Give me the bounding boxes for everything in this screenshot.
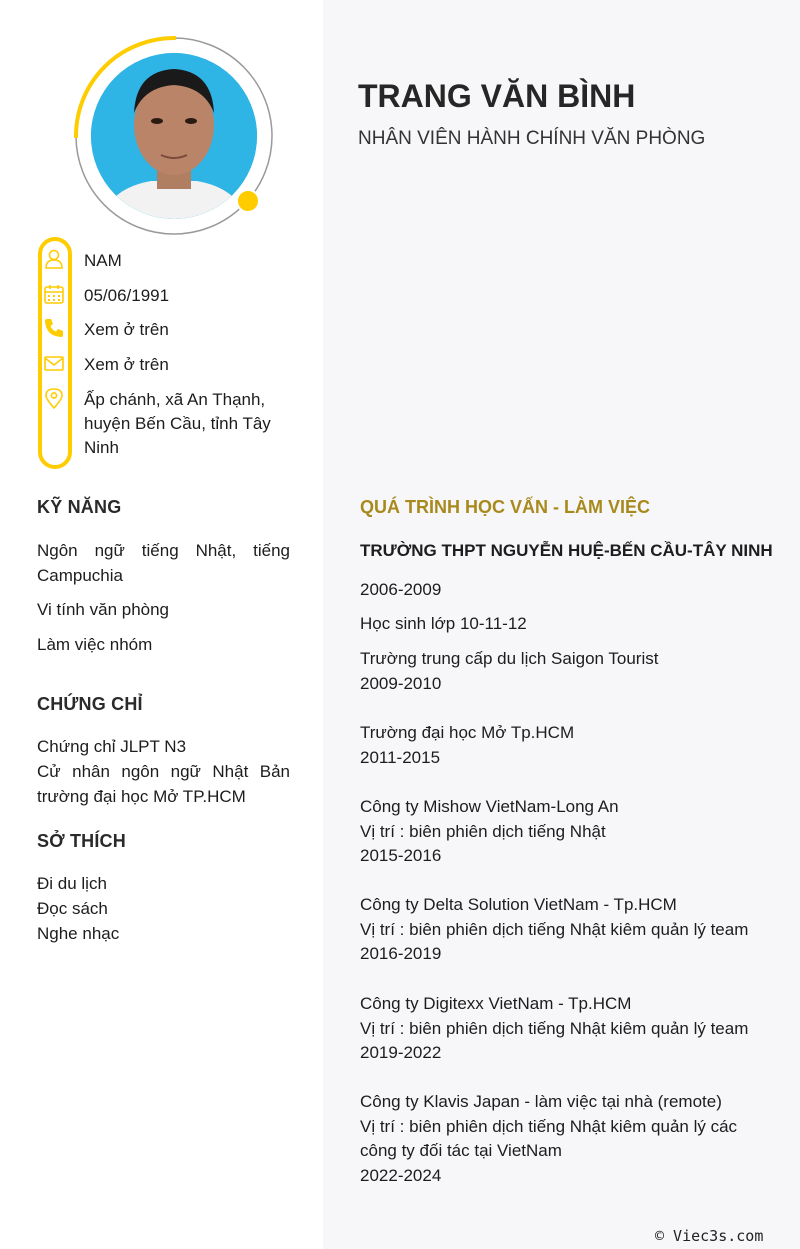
school-years: 2006-2009 — [360, 580, 442, 599]
timeline-entry — [360, 893, 760, 967]
entry-name: Công ty Delta Solution VietNam - Tp.HCM — [360, 895, 677, 914]
avatar — [72, 34, 276, 238]
location-pin-icon — [43, 387, 65, 409]
education-heading: QUÁ TRÌNH HỌC VẤN - LÀM VIỆC — [360, 497, 650, 517]
timeline-entry — [360, 1090, 755, 1188]
entry-period: 2011-2015 — [360, 747, 441, 767]
profile-photo — [91, 53, 257, 219]
school-class: Học sinh lớp 10-11-12 — [360, 614, 527, 633]
phone-value: Xem ở trên — [84, 320, 169, 339]
skill-item: Ngôn ngữ tiếng Nhật, tiếng Campuchia — [37, 541, 290, 585]
accent-dot — [236, 189, 260, 213]
entry-role: Vị trí : biên phiên dịch tiếng Nhật kiêm quản lý các công ty đối tác tại VietNam — [360, 1116, 738, 1161]
hobbies-heading: SỞ THÍCH — [37, 831, 126, 851]
hobby-item: Nghe nhạc — [37, 924, 120, 943]
phone-icon — [43, 317, 65, 339]
copyright-footer: © Viec3s.com — [655, 1227, 764, 1245]
gender-value: NAM — [84, 251, 122, 270]
entry-name: Công ty Digitexx VietNam - Tp.HCM — [360, 994, 632, 1013]
email-value: Xem ở trên — [84, 355, 169, 374]
entry-name: Công ty Klavis Japan - làm việc tại nhà (remote) — [360, 1092, 722, 1111]
timeline-entry — [360, 795, 760, 869]
address-value: Ấp chánh, xã An Thạnh, huyện Bến Cầu, tỉnh Tây Ninh — [84, 390, 271, 457]
timeline-entry — [360, 721, 760, 770]
skill-item: Làm việc nhóm — [37, 635, 153, 654]
entry-period: 2009-2010 — [360, 673, 442, 693]
hobby-item: Đi du lịch — [37, 874, 107, 893]
hobby-item: Đọc sách — [37, 899, 108, 918]
entry-period: 2019-2022 — [360, 1043, 442, 1063]
entry-name: Công ty Mishow VietNam-Long An — [360, 797, 619, 816]
calendar-icon — [43, 283, 65, 305]
certificate-item: Cử nhân ngôn ngữ Nhật Bản trường đại học Mở TP.HCM — [37, 762, 290, 806]
entry-name: Trường trung cấp du lịch Saigon Tourist — [360, 649, 659, 668]
timeline-entry — [360, 992, 760, 1066]
certificates-heading: CHỨNG CHỈ — [37, 694, 143, 714]
birthday-value: 05/06/1991 — [84, 286, 170, 305]
entry-role: Vị trí : biên phiên dịch tiếng Nhật kiêm quản lý team — [360, 1018, 749, 1038]
skill-item: Vi tính văn phòng — [37, 600, 170, 619]
certificate-item: Chứng chỉ JLPT N3 — [37, 737, 187, 756]
entry-period: 2016-2019 — [360, 944, 442, 964]
entry-role: Vị trí : biên phiên dịch tiếng Nhật kiêm quản lý team — [360, 919, 749, 939]
timeline-entry — [360, 647, 760, 696]
entry-role: Vị trí : biên phiên dịch tiếng Nhật — [360, 821, 606, 841]
candidate-position: NHÂN VIÊN HÀNH CHÍNH VĂN PHÒNG — [358, 128, 706, 149]
skills-heading: KỸ NĂNG — [37, 497, 122, 517]
entry-period: 2015-2016 — [360, 846, 442, 866]
candidate-name: TRANG VĂN BÌNH — [358, 78, 636, 114]
entry-period: 2022-2024 — [360, 1165, 442, 1185]
person-icon — [43, 248, 65, 270]
entry-name: Trường đại học Mở Tp.HCM — [360, 723, 575, 742]
school-name: TRƯỜNG THPT NGUYỄN HUỆ-BẾN CẦU-TÂY NINH — [360, 541, 773, 560]
mail-icon — [43, 352, 65, 374]
